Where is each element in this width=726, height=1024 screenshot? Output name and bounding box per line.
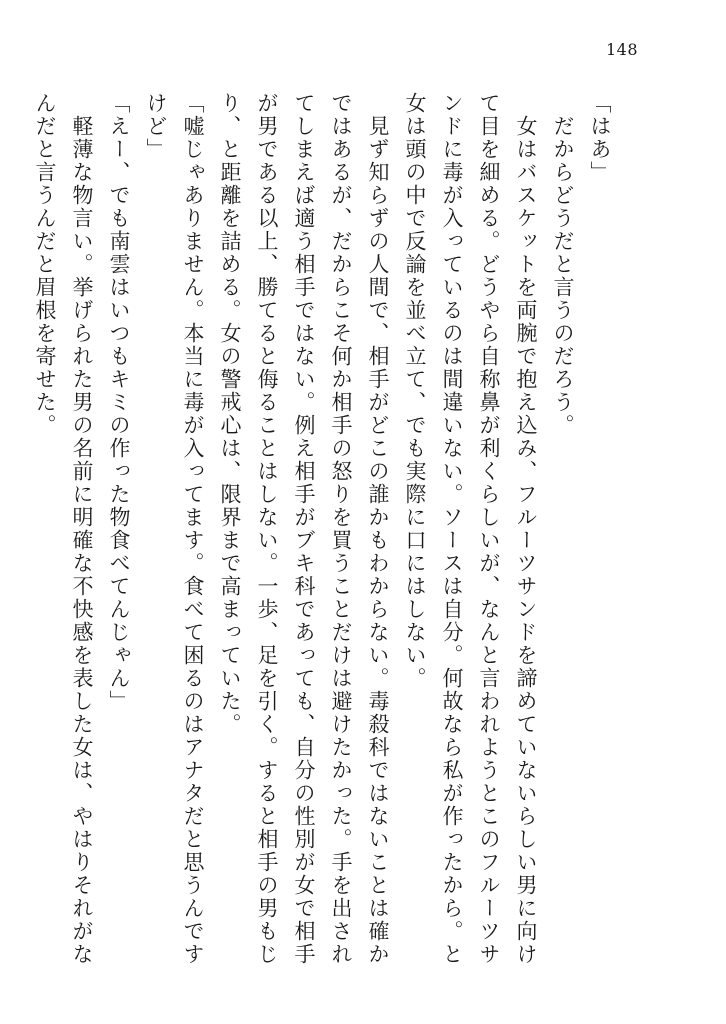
text-column: が男である以上、勝てると侮ることはしない。一歩、足を引く。すると相手の男もじ (255, 92, 279, 966)
text-column: 軽薄な物言い。挙げられた男の名前に明確な不快感を表した女は、やはりそれがな (70, 92, 94, 966)
text-column: だからどうだと言うのだろう。 (551, 92, 575, 437)
text-column: 「はあ」 (588, 92, 612, 184)
text-column: ンドに毒が入っているのは間違いない。ソースは自分。何故なら私が作ったから。と (440, 92, 464, 966)
body-text (26, 92, 618, 972)
text-column: 見ず知らずの人間で、相手がどこの誰かもわからない。毒殺科ではないことは確か (366, 92, 390, 966)
text-column: て目を細める。どうやら自称鼻が利くらしいが、なんと言われようとこのフルーツサ (477, 92, 501, 966)
text-column: てしまえば適う相手ではない。例え相手がブキ科であっても、自分の性別が女で相手 (292, 92, 316, 966)
text-column: り、と距離を詰める。女の警戒心は、限界まで高まっていた。 (218, 92, 242, 736)
text-column: 「嘘じゃありません。本当に毒が入ってます。食べて困るのはアナタだと思うんです (181, 92, 205, 966)
text-column: 女はバスケットを両腕で抱え込み、フルーツサンドを諦めていないらしい男に向け (514, 92, 538, 966)
text-column: けど」 (144, 92, 168, 161)
page-number: 148 (606, 40, 639, 59)
text-column: んだと言うんだと眉根を寄せた。 (33, 92, 57, 437)
text-column: ではあるが、だからこそ何か相手の怒りを買うことだけは避けたかった。手を出され (329, 92, 353, 966)
text-column: 「えー、でも南雲はいつもキミの作った物食べてんじゃん」 (107, 92, 131, 713)
text-column: 女は頭の中で反論を並べ立て、でも実際に口にはしない。 (403, 92, 427, 690)
